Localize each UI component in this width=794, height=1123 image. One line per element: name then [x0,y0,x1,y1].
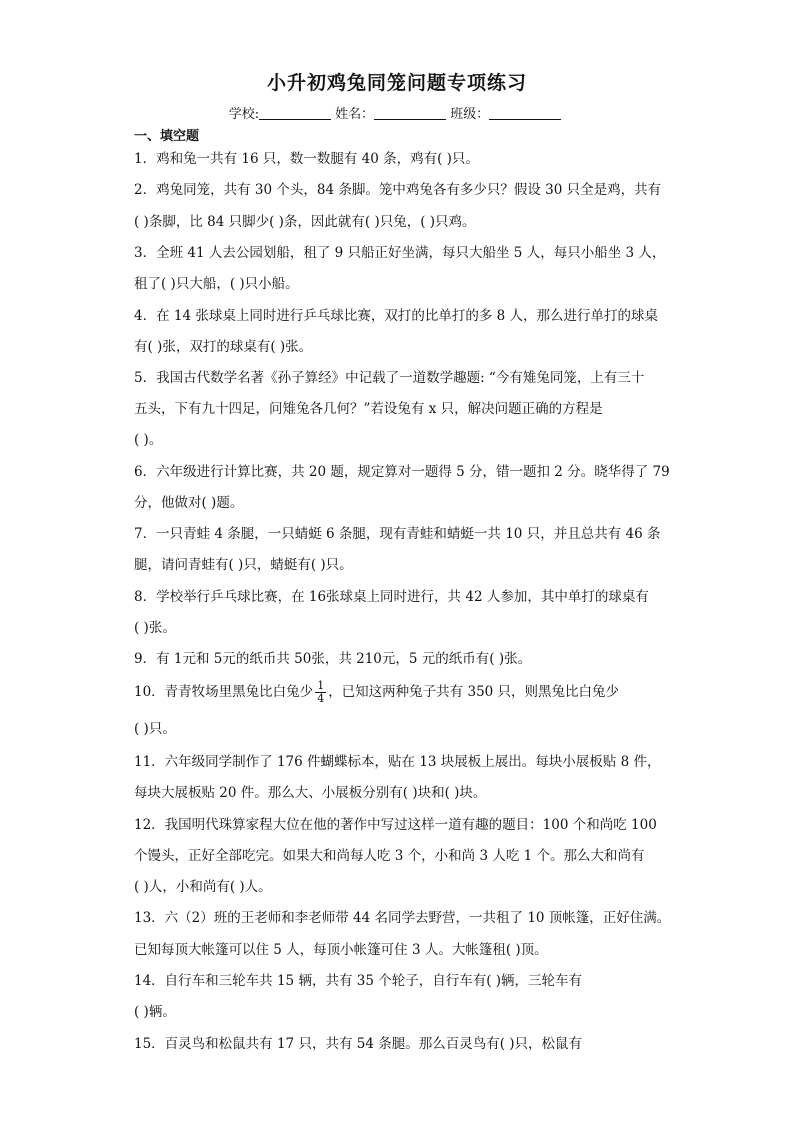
question-line: 11．六年级同学制作了 176 件蝴蝶标本，贴在 13 块展板上展出。每块小展板贴 8 件， [134,754,661,770]
question-line: 腿，请问青蛙有( )只，蜻蜓有( )只。 [134,557,353,573]
question-line: 14．自行车和三轮车共 15 辆，共有 35 个轮子，自行车有( )辆，三轮车有 [134,973,583,989]
question-line: 15．百灵鸟和松鼠共有 17 只，共有 54 条腿。那么百灵鸟有( )只，松鼠有 [134,1036,583,1052]
school-label: 学校: [228,107,260,122]
question-line: 4．在 14 张球桌上同时进行乒乓球比赛，双打的比单打的多 8 人，那么进行单打的球桌 [134,308,659,324]
question-line: 13．六（2）班的王老师和李老师带 44 名同学去野营，一共租了 10 顶帐篷，正好住满。 [134,910,671,926]
class-label: 班级： [450,107,490,122]
question-line: 3．全班 41 人去公园划船，租了 9 只船正好坐满，每只大船坐 5 人，每只小船坐 3 人， [134,245,666,261]
name-blank [374,107,446,120]
q10-text-before: 10．青青牧场里黑兔比白兔少 [134,684,314,700]
question-10-line [134,680,619,705]
question-line: 9．有 1元和 5元的纸币共 50张，共 210元，5 元的纸币有( )张。 [134,651,532,667]
question-line: 每块大展板贴 20 件。那么大、小展板分别有( )块和( )块。 [134,785,487,801]
question-line: ( )张。 [134,620,176,636]
question-line: 已知每顶大帐篷可以住 5 人，每顶小帐篷可住 3 人。大帐篷租( )顶。 [134,942,548,958]
question-line: 2．鸡兔同笼，共有 30 个头，84 条脚。笼中鸡兔各有多少只？假设 30 只全是鸡，共有 [134,182,662,198]
fraction-numerator: 1 [317,679,325,692]
name-label: 姓名： [335,107,375,122]
question-line: 1．鸡和兔一共有 16 只，数一数腿有 40 条，鸡有( )只。 [134,151,479,167]
question-line: 7．一只青蛙 4 条腿，一只蜻蜓 6 条腿，现有青蛙和蜻蜓一共 10 只，并且总共有 46 条 [134,526,661,542]
question-line: 有( )张，双打的球桌有( )张。 [134,339,313,355]
question-line: 12．我国明代珠算家程大位在他的著作中写过这样一道有趣的题目：100 个和尚吃 100 [134,817,657,833]
student-info-row [0,103,794,122]
question-line: ( )条脚，比 84 只脚少( )条，因此就有( )只兔，( )只鸡。 [134,214,476,230]
question-line: 8．学校举行乒乓球比赛，在 16张球桌上同时进行，共 42 人参加，其中单打的球桌有 [134,589,649,605]
question-line: 五头，下有九十四足，问雉兔各几何？”若设兔有 x 只，解决问题正确的方程是 [134,401,603,417]
question-line: 租了( )只大船，( )只小船。 [134,276,299,292]
fraction-denominator: 4 [317,692,325,705]
page-title: 小升初鸡兔同笼问题专项练习 [266,72,527,94]
question-line: ( )人，小和尚有( )人。 [134,879,272,895]
question-line: 5．我国古代数学名著《孙子算经》中记载了一道数学趣题: “今有雉兔同笼，上有三十 [134,370,645,386]
question-line: ( )辆。 [134,1004,176,1020]
q10-text-after: ，已知这两种兔子共有 350 只，则黑兔比白兔少 [328,684,620,700]
fraction [315,680,326,705]
question-line: ( )。 [134,432,163,448]
school-blank [259,107,331,120]
question-line: 个馒头，正好全部吃完。如果大和尚每人吃 3 个，小和尚 3 人吃 1 个。那么大和尚有 [134,848,645,864]
class-blank [489,107,561,120]
section-heading: 一、填空题 [134,129,200,144]
question-line: ( )只。 [134,721,176,737]
question-line: 6．六年级进行计算比赛，共 20 题，规定算对一题得 5 分，错一题扣 2 分。晓华得了 79 [134,464,670,480]
question-line: 分，他做对( )题。 [134,495,244,511]
